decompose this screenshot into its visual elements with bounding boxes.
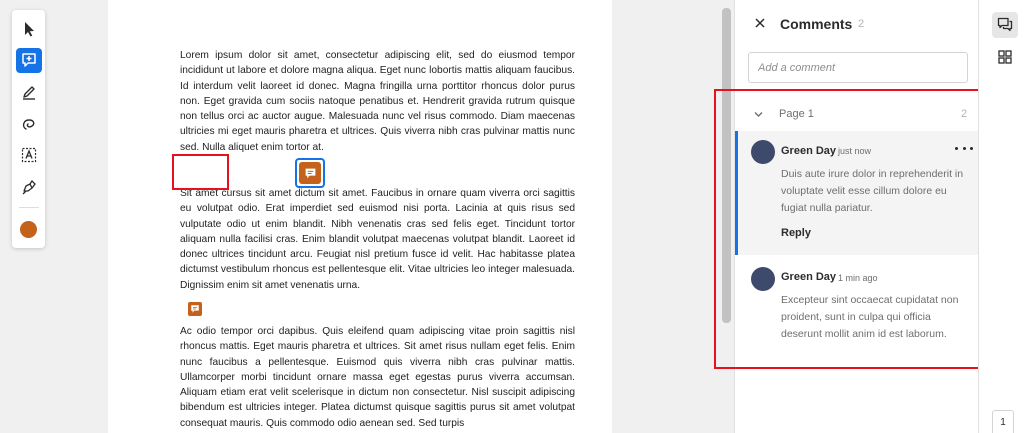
comments-panel-button[interactable] (992, 12, 1018, 38)
page-group-count: 2 (961, 108, 968, 120)
annotation-toolbar (12, 10, 45, 248)
comments-panel (734, 0, 978, 433)
page-number-indicator[interactable]: 1 (992, 410, 1014, 433)
chevron-down-icon (753, 109, 764, 120)
paragraph: Lorem ipsum dolor sit amet, consectetur adipiscing elit, sed do eiusmod tempor incididunt ut labore et dolore magna aliqua. Eget nunc lobortis mattis aliquam faucibus. Id interdum velit laoreet id donec. Magna fringilla urna porttitor rhoncus dolor purus non. Eget gravida cum sociis natoque penatibus et. Hendrerit gravida rutrum quisque non tellus orci ac auctor augue. Malesuada nunc vel risus commodo. Diam maecenas ultricies mi eget mauris pharetra et ultrices. Quis viverra nibh cras pulvinar mattis nunc sed. Nulla aliquet enim tortor at. (180, 50, 575, 153)
add-comment-tool-button[interactable] (16, 48, 42, 74)
page-group-header[interactable] (735, 100, 979, 130)
toolbar-divider (19, 207, 39, 208)
comment-card[interactable] (735, 262, 979, 356)
document-page (108, 0, 612, 433)
panel-title: Comments (780, 16, 853, 32)
page-group-label: Page 1 (779, 108, 814, 120)
freeform-tool-button[interactable] (16, 111, 42, 137)
color-picker-button[interactable] (16, 216, 42, 242)
freeform-icon (20, 115, 38, 133)
comment-note-icon (304, 167, 317, 180)
sticky-note-marker[interactable] (188, 302, 202, 316)
add-comment-icon (20, 51, 38, 69)
signature-icon (20, 178, 38, 196)
text-box-icon (20, 146, 38, 164)
select-tool-button[interactable] (16, 16, 42, 42)
selected-sticky-note[interactable] (295, 158, 325, 188)
scrollbar-thumb[interactable] (722, 8, 731, 323)
close-icon[interactable] (753, 16, 767, 30)
sticky-note-marker (299, 162, 321, 184)
draw-icon (20, 83, 38, 101)
right-rail (978, 0, 1024, 433)
add-comment-input[interactable] (748, 52, 968, 83)
comment-time: just now (838, 146, 872, 156)
comment-note-icon (190, 304, 200, 314)
paragraph: Ac odio tempor orci dapibus. Quis eleifend quam adipiscing vitae proin sagittis nisl rhoncus mattis. Eget mauris pharetra et ultrices. Sit amet risus nullam eget felis. Enim nunc faucibus a pellentesque. Euismod quis viverra nibh cras pulvinar mattis. Ullamcorper morbi tincidunt ornare massa eget egestas purus viverra accumsan. Aliquam etiam erat velit scelerisque in dictum non consectetur. Nisl suscipit adipiscing bibendum est ultricies integer. Platea dictumst quisque sagittis purus sit amet volutpat consequat mauris. Quis commodo odio aenean sed. Sed turpis (180, 326, 575, 429)
thumbnails-icon (997, 49, 1013, 65)
avatar (751, 140, 775, 164)
more-options-icon[interactable] (955, 143, 973, 153)
comment-author: Green Day (781, 271, 837, 283)
comment-card-selected[interactable] (735, 131, 979, 255)
text-box-tool-button[interactable] (16, 142, 42, 168)
signature-tool-button[interactable] (16, 174, 42, 200)
comment-count-badge: 2 (858, 18, 865, 30)
reply-button[interactable]: Reply (781, 227, 811, 239)
current-color-swatch (20, 221, 37, 238)
comment-text: Excepteur sint occaecat cupidatat non proident, sunt in culpa qui officia deserunt mollit anim id est laborum. (781, 294, 959, 340)
comment-time: 1 min ago (838, 273, 878, 283)
comment-text: Duis aute irure dolor in reprehenderit in voluptate velit esse cillum dolore eu fugiat nulla pariatur. (781, 168, 964, 214)
comments-icon (997, 17, 1013, 33)
paragraph: Sit amet cursus sit amet dictum sit amet. Faucibus in ornare quam viverra orci sagittis eu volutpat odio. Erat imperdiet sed euismod nisi porta. Lacinia at quis risus sed vulputate odio ut enim blandit. Nibh venenatis cras sed felis eget. Tincidunt tortor aliquam nulla facilisi cras. Enim blandit volutpat maecenas volutpat blandit. Laoreet id donec ultrices tincidunt arcu. Feugiat nisl pretium fusce id velit. Hac habitasse platea dictumst vestibulum rhoncus est pellentesque elit. Vitae ultricies leo integer malesuada. Dignissim enim sit amet venenatis urna. (180, 188, 575, 291)
comment-author: Green Day (781, 145, 837, 157)
thumbnails-button[interactable] (992, 44, 1018, 70)
draw-tool-button[interactable] (16, 79, 42, 105)
select-icon (20, 20, 38, 38)
comments-panel-header (735, 0, 979, 46)
avatar (751, 267, 775, 291)
